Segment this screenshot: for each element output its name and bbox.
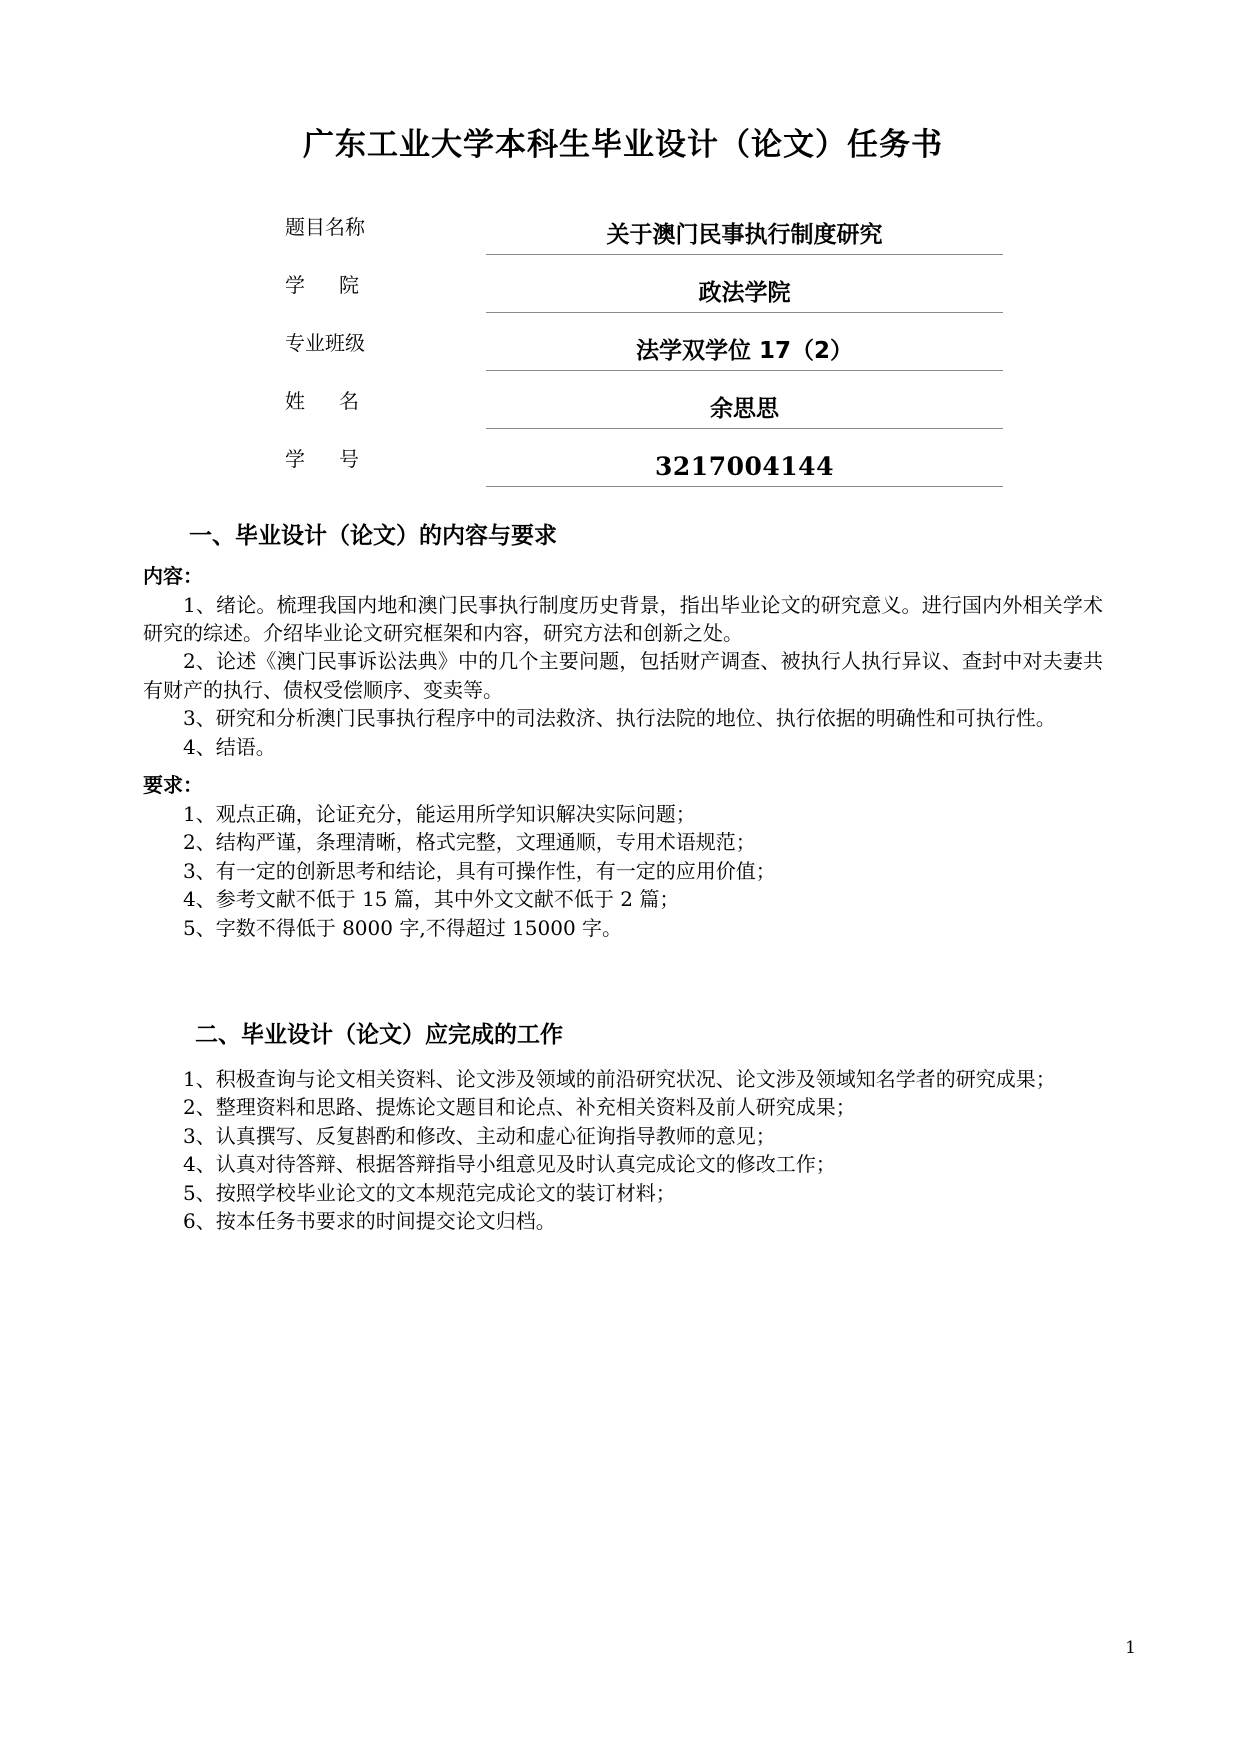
metadata-form (203, 196, 1003, 487)
meta-row-name (203, 370, 1003, 428)
meta-value-student-id[interactable]: 3217004144 (486, 428, 1003, 486)
content-item: 1、绪论。梳理我国内地和澳门民事执行制度历史背景，指出毕业论文的研究意义。进行国内外相关学术研究的综述。介绍毕业论文研究框架和内容，研究方法和创新之处。 (143, 592, 1103, 646)
section-two-heading: 二、毕业设计（论文）应完成的工作 (195, 1021, 563, 1048)
page-title: 广东工业大学本科生毕业设计（论文）任务书 (303, 127, 943, 163)
requirement-item: 5、字数不得低于 8000 字,不得超过 15000 字。 (183, 915, 623, 940)
meta-label-class: 专业班级 (285, 330, 365, 355)
meta-row-student-id (203, 428, 1003, 486)
meta-label-college-a: 学 (285, 272, 305, 297)
work-item: 2、整理资料和思路、提炼论文题目和论点、补充相关资料及前人研究成果； (183, 1095, 856, 1120)
work-item: 3、认真撰写、反复斟酌和修改、主动和虚心征询指导教师的意见； (183, 1123, 776, 1148)
content-item: 3、研究和分析澳门民事执行程序中的司法救济、执行法院的地位、执行依据的明确性和可执行性。 (183, 706, 1056, 731)
meta-row-college (203, 254, 1003, 312)
work-item: 5、按照学校毕业论文的文本规范完成论文的装订材料； (183, 1180, 676, 1205)
content-item: 2、论述《澳门民事诉讼法典》中的几个主要问题，包括财产调查、被执行人执行异议、查封中对夫妻共有财产的执行、债权受偿顺序、变卖等。 (143, 649, 1103, 702)
metadata-form-body (203, 196, 1003, 486)
meta-label-college-b: 院 (339, 272, 359, 297)
meta-label-college (203, 254, 486, 312)
content-label: 内容： (143, 563, 203, 588)
meta-label-name-a: 姓 (285, 388, 305, 413)
requirement-item: 1、观点正确，论证充分，能运用所学知识解决实际问题； (183, 802, 696, 827)
section-one-heading: 一、毕业设计（论文）的内容与要求 (189, 522, 557, 549)
meta-label-name (203, 370, 486, 428)
meta-label-title: 题目名称 (285, 214, 365, 239)
page-number: 1 (1125, 1638, 1136, 1658)
requirement-label: 要求： (143, 773, 203, 798)
requirement-item: 4、参考文献不低于 15 篇，其中外文文献不低于 2 篇； (183, 887, 680, 912)
requirement-item: 2、结构严谨，条理清晰，格式完整，文理通顺，专用术语规范； (183, 830, 756, 855)
meta-value-class[interactable]: 法学双学位 17（2） (486, 312, 1003, 370)
meta-value-name[interactable]: 余思思 (486, 370, 1003, 428)
meta-value-college[interactable]: 政法学院 (486, 254, 1003, 312)
requirement-item: 3、有一定的创新思考和结论，具有可操作性，有一定的应用价值； (183, 858, 776, 883)
work-item: 6、按本任务书要求的时间提交论文归档。 (183, 1208, 556, 1233)
meta-label-name-b: 名 (339, 388, 359, 413)
work-item: 1、积极查询与论文相关资料、论文涉及领域的前沿研究状况、论文涉及领域知名学者的研究成果； (183, 1066, 1056, 1091)
meta-label-student-id-b: 号 (339, 446, 359, 471)
work-item: 4、认真对待答辩、根据答辩指导小组意见及时认真完成论文的修改工作； (183, 1152, 836, 1177)
meta-value-title[interactable]: 关于澳门民事执行制度研究 (486, 196, 1003, 254)
meta-row-class (203, 312, 1003, 370)
content-item: 4、结语。 (183, 734, 276, 759)
meta-label-student-id (203, 428, 486, 486)
meta-row-title (203, 196, 1003, 254)
meta-label-student-id-a: 学 (285, 446, 305, 471)
page-content (143, 0, 1103, 1754)
